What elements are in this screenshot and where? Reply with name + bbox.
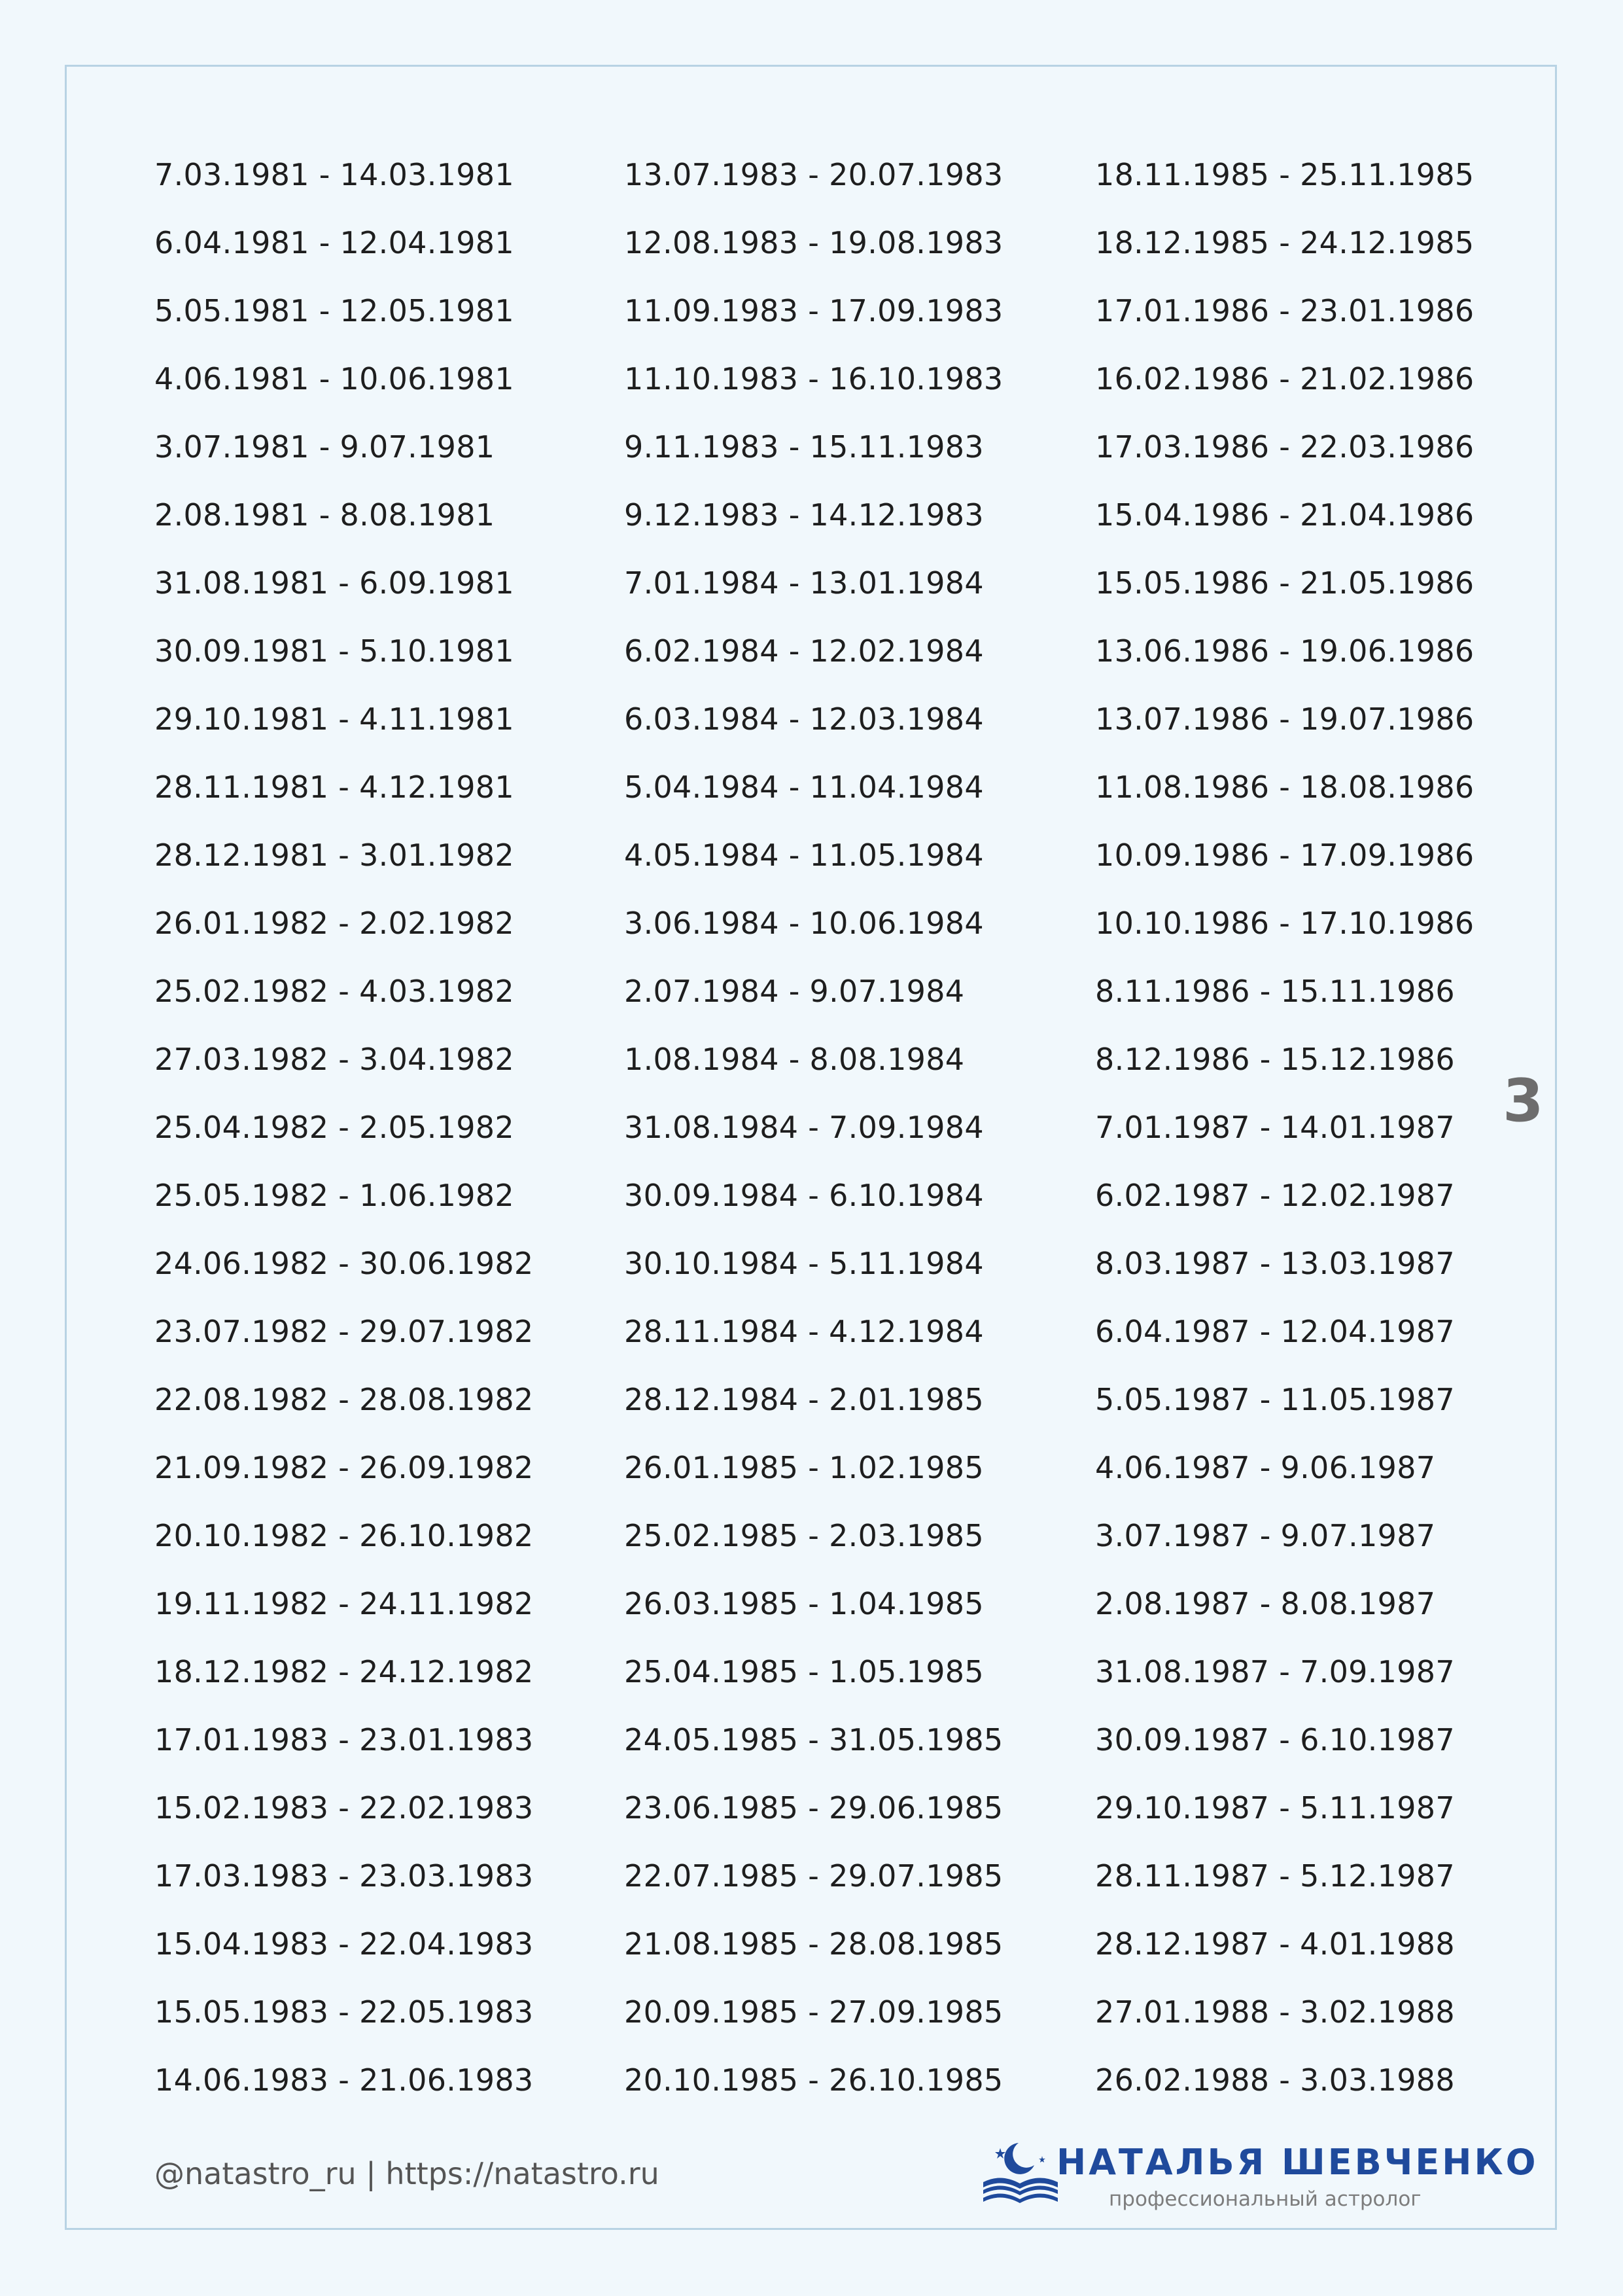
date-range: 25.04.1985 - 1.05.1985 [624,1654,984,1689]
logo-name: НАТАЛЬЯ ШЕВЧЕНКО [1056,2142,1539,2183]
date-range: 5.04.1984 - 11.04.1984 [624,769,984,805]
date-range: 9.11.1983 - 15.11.1983 [624,429,984,465]
date-range: 24.06.1982 - 30.06.1982 [154,1246,534,1281]
date-range: 31.08.1984 - 7.09.1984 [624,1110,984,1145]
date-range: 4.06.1981 - 10.06.1981 [154,361,514,397]
date-range: 6.04.1981 - 12.04.1981 [154,225,514,260]
date-range: 17.03.1986 - 22.03.1986 [1095,429,1475,465]
date-range: 13.06.1986 - 19.06.1986 [1095,633,1475,669]
date-range: 14.06.1983 - 21.06.1983 [154,2062,534,2098]
date-range: 30.09.1984 - 6.10.1984 [624,1178,984,1213]
date-range: 18.12.1982 - 24.12.1982 [154,1654,534,1689]
date-range: 22.08.1982 - 28.08.1982 [154,1382,534,1417]
date-range: 10.10.1986 - 17.10.1986 [1095,906,1475,941]
date-range: 3.07.1987 - 9.07.1987 [1095,1518,1436,1553]
date-range: 26.01.1985 - 1.02.1985 [624,1450,984,1485]
date-range: 15.05.1986 - 21.05.1986 [1095,565,1475,601]
date-range: 27.01.1988 - 3.02.1988 [1095,1994,1455,2030]
date-column-2 [624,149,1003,2123]
date-range: 28.11.1981 - 4.12.1981 [154,769,514,805]
date-range: 1.08.1984 - 8.08.1984 [624,1042,965,1077]
date-column-1 [154,149,534,2123]
date-range: 15.04.1986 - 21.04.1986 [1095,497,1475,533]
date-range: 26.01.1982 - 2.02.1982 [154,906,514,941]
date-range: 25.05.1982 - 1.06.1982 [154,1178,514,1213]
date-range: 29.10.1981 - 4.11.1981 [154,701,514,737]
date-range: 29.10.1987 - 5.11.1987 [1095,1790,1455,1826]
date-range: 13.07.1986 - 19.07.1986 [1095,701,1475,737]
date-range: 7.01.1987 - 14.01.1987 [1095,1110,1455,1145]
date-range: 5.05.1987 - 11.05.1987 [1095,1382,1455,1417]
date-range: 18.12.1985 - 24.12.1985 [1095,225,1475,260]
date-range: 11.10.1983 - 16.10.1983 [624,361,1003,397]
date-range: 3.07.1981 - 9.07.1981 [154,429,495,465]
date-range: 20.09.1985 - 27.09.1985 [624,1994,1003,2030]
date-range: 6.02.1984 - 12.02.1984 [624,633,984,669]
date-range: 28.11.1984 - 4.12.1984 [624,1314,984,1349]
date-range: 25.04.1982 - 2.05.1982 [154,1110,514,1145]
date-range: 17.03.1983 - 23.03.1983 [154,1858,534,1894]
date-range: 26.03.1985 - 1.04.1985 [624,1586,984,1621]
date-range: 12.08.1983 - 19.08.1983 [624,225,1003,260]
date-range: 5.05.1981 - 12.05.1981 [154,293,514,328]
date-range: 3.06.1984 - 10.06.1984 [624,906,984,941]
date-range: 17.01.1986 - 23.01.1986 [1095,293,1475,328]
date-range: 30.10.1984 - 5.11.1984 [624,1246,984,1281]
date-range: 23.06.1985 - 29.06.1985 [624,1790,1003,1826]
date-range: 30.09.1987 - 6.10.1987 [1095,1722,1455,1757]
page-number: 3 [1503,1067,1544,1135]
date-range: 17.01.1983 - 23.01.1983 [154,1722,534,1757]
date-range: 8.03.1987 - 13.03.1987 [1095,1246,1455,1281]
date-range: 4.05.1984 - 11.05.1984 [624,838,984,873]
date-range: 2.07.1984 - 9.07.1984 [624,974,965,1009]
date-range: 24.05.1985 - 31.05.1985 [624,1722,1003,1757]
date-range: 28.12.1984 - 2.01.1985 [624,1382,984,1417]
brand-logo [978,2130,1539,2228]
date-range: 22.07.1985 - 29.07.1985 [624,1858,1003,1894]
date-range: 19.11.1982 - 24.11.1982 [154,1586,534,1621]
date-range: 11.08.1986 - 18.08.1986 [1095,769,1475,805]
date-range: 28.11.1987 - 5.12.1987 [1095,1858,1455,1894]
logo-tagline: профессиональный астролог [1109,2187,1422,2211]
date-range: 7.03.1981 - 14.03.1981 [154,157,514,192]
date-range: 21.08.1985 - 28.08.1985 [624,1926,1003,1962]
date-range: 23.07.1982 - 29.07.1982 [154,1314,534,1349]
date-range: 8.12.1986 - 15.12.1986 [1095,1042,1455,1077]
date-range: 2.08.1987 - 8.08.1987 [1095,1586,1436,1621]
date-range: 6.04.1987 - 12.04.1987 [1095,1314,1455,1349]
date-range: 4.06.1987 - 9.06.1987 [1095,1450,1436,1485]
date-range: 8.11.1986 - 15.11.1986 [1095,974,1455,1009]
date-range: 28.12.1987 - 4.01.1988 [1095,1926,1455,1962]
date-range: 20.10.1985 - 26.10.1985 [624,2062,1003,2098]
date-range: 6.02.1987 - 12.02.1987 [1095,1178,1455,1213]
footer-links[interactable]: @natastro_ru | https://natastro.ru [154,2156,659,2191]
date-range: 15.02.1983 - 22.02.1983 [154,1790,534,1826]
date-range: 31.08.1981 - 6.09.1981 [154,565,514,601]
date-range: 11.09.1983 - 17.09.1983 [624,293,1003,328]
date-range: 25.02.1982 - 4.03.1982 [154,974,514,1009]
date-range: 30.09.1981 - 5.10.1981 [154,633,514,669]
date-range: 6.03.1984 - 12.03.1984 [624,701,984,737]
book-moon-logo-icon [978,2136,1063,2208]
date-range: 15.05.1983 - 22.05.1983 [154,1994,534,2030]
date-range: 10.09.1986 - 17.09.1986 [1095,838,1475,873]
date-range: 9.12.1983 - 14.12.1983 [624,497,984,533]
date-range: 26.02.1988 - 3.03.1988 [1095,2062,1455,2098]
date-range: 27.03.1982 - 3.04.1982 [154,1042,514,1077]
date-column-3 [1095,149,1475,2123]
date-range: 31.08.1987 - 7.09.1987 [1095,1654,1455,1689]
date-range: 7.01.1984 - 13.01.1984 [624,565,984,601]
date-range: 13.07.1983 - 20.07.1983 [624,157,1003,192]
date-range: 28.12.1981 - 3.01.1982 [154,838,514,873]
date-range: 20.10.1982 - 26.10.1982 [154,1518,534,1553]
date-range: 21.09.1982 - 26.09.1982 [154,1450,534,1485]
date-range: 16.02.1986 - 21.02.1986 [1095,361,1475,397]
date-range: 2.08.1981 - 8.08.1981 [154,497,495,533]
date-range: 18.11.1985 - 25.11.1985 [1095,157,1475,192]
date-range: 25.02.1985 - 2.03.1985 [624,1518,984,1553]
date-range: 15.04.1983 - 22.04.1983 [154,1926,534,1962]
